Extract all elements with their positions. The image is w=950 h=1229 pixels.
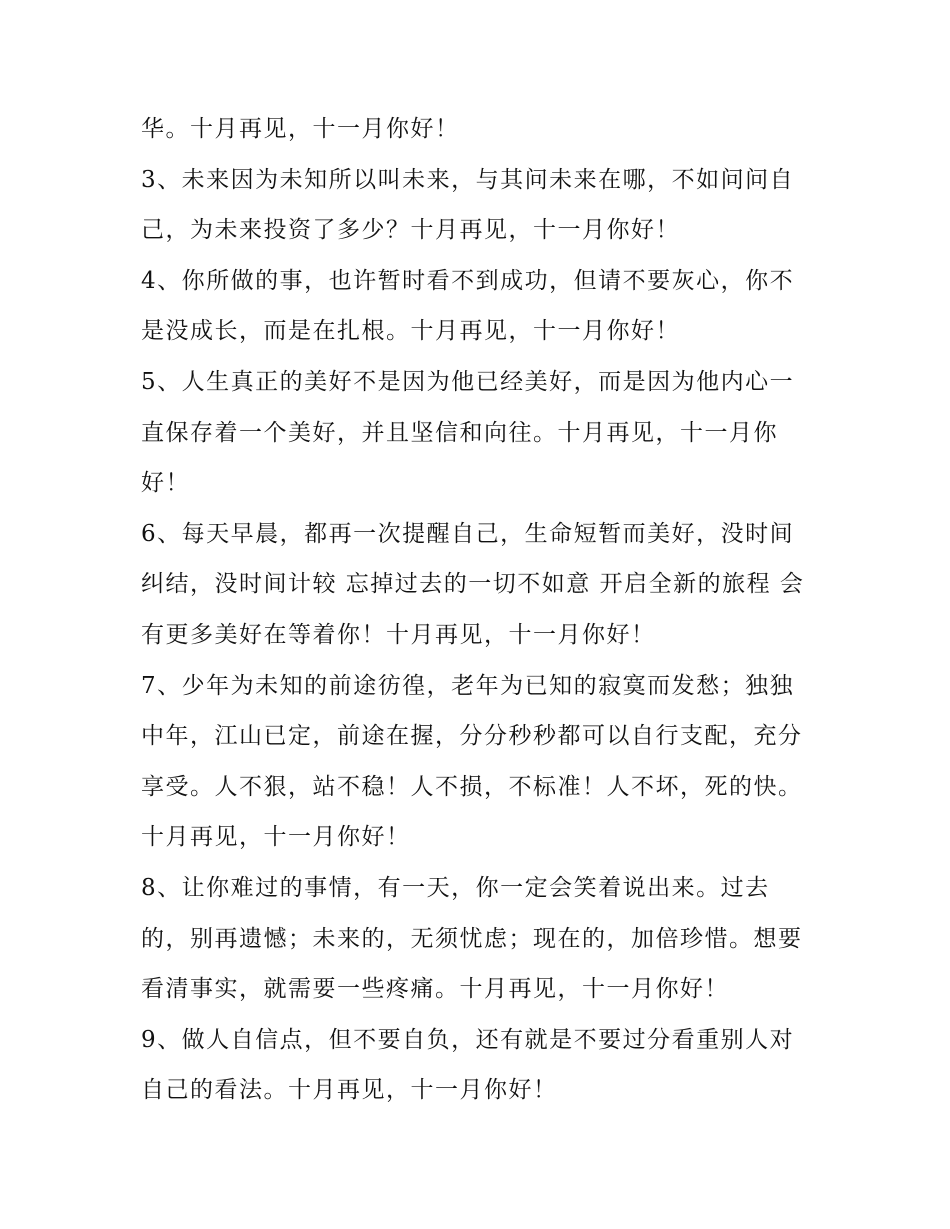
text-line: 己，为未来投资了多少？十月再见，十一月你好！ <box>141 217 680 244</box>
text-line: 4、你所做的事，也许暂时看不到成功，但请不要灰心，你不 <box>141 267 795 294</box>
text-line: 直保存着一个美好，并且坚信和向往。十月再见，十一月你 <box>141 419 778 446</box>
text-line: 3、未来因为未知所以叫未来，与其问未来在哪，不如问问自 <box>141 166 795 193</box>
text-line: 看清事实，就需要一些疼痛。十月再见，十一月你好！ <box>141 976 729 1003</box>
text-line: 5、人生真正的美好不是因为他已经美好，而是因为他内心一 <box>141 368 795 395</box>
text-line: 有更多美好在等着你！十月再见，十一月你好！ <box>141 621 656 648</box>
text-line: 9、做人自信点，但不要自负，还有就是不要过分看重别人对 <box>141 1026 795 1053</box>
document-body <box>141 104 821 1116</box>
text-line: 7、少年为未知的前途彷徨，老年为已知的寂寞而发愁；独独 <box>141 672 795 699</box>
text-line: 是没成长，而是在扎根。十月再见，十一月你好！ <box>141 318 680 345</box>
text-line: 纠结，没时间计较 忘掉过去的一切不如意 开启全新的旅程 会 <box>141 571 805 598</box>
text-line: 享受。人不狠，站不稳！人不损，不标准！人不坏，死的快。 <box>141 773 803 800</box>
text-line: 自己的看法。十月再见，十一月你好！ <box>141 1077 558 1104</box>
text-line: 十月再见，十一月你好！ <box>141 824 411 851</box>
text-line: 的，别再遗憾；未来的，无须忧虑；现在的，加倍珍惜。想要 <box>141 925 803 952</box>
text-line: 华。十月再见，十一月你好！ <box>141 116 460 142</box>
text-line: 中年，江山已定，前途在握，分分秒秒都可以自行支配，充分 <box>141 723 803 750</box>
text-line: 好！ <box>141 470 190 497</box>
text-line: 8、让你难过的事情，有一天，你一定会笑着说出来。过去 <box>141 874 770 901</box>
text-line: 6、每天早晨，都再一次提醒自己，生命短暂而美好，没时间 <box>141 520 795 547</box>
